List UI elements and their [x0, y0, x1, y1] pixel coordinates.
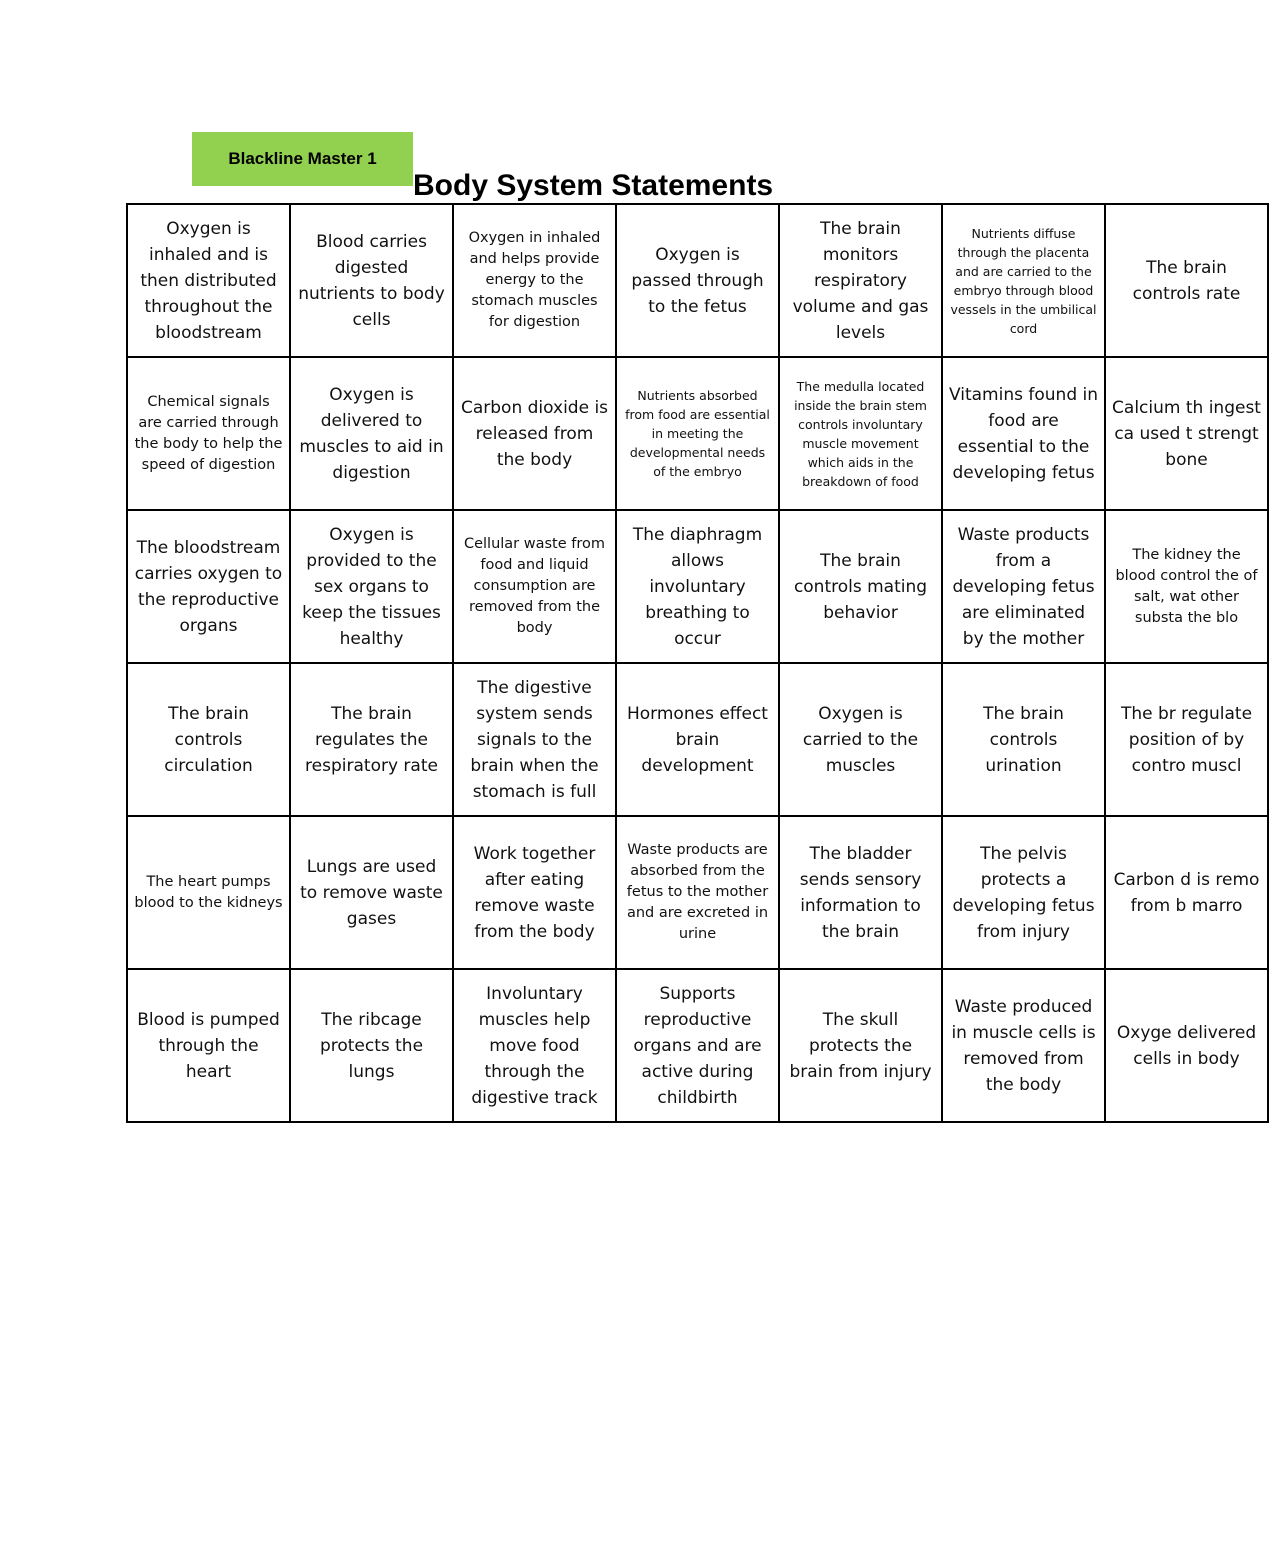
statement-cell: The digestive system sends signals to the brain when the stomach is full [453, 663, 616, 816]
statement-cell: Nutrients diffuse through the placenta and are carried to the embryo through blood vessels in the umbilical cord [942, 204, 1105, 357]
statement-cell: The brain controls circulation [127, 663, 290, 816]
statement-cell: The brain monitors respiratory volume and gas levels [779, 204, 942, 357]
statements-table-body [127, 204, 1268, 1122]
statement-cell: The diaphragm allows involuntary breathing to occur [616, 510, 779, 663]
statement-cell: Oxygen is delivered to muscles to aid in digestion [290, 357, 453, 510]
page-title: Body System Statements [413, 169, 774, 202]
statement-cell: Oxyge delivered cells in body [1105, 969, 1268, 1122]
statement-cell: The brain controls urination [942, 663, 1105, 816]
table-row [127, 510, 1268, 663]
statement-cell: Vitamins found in food are essential to the developing fetus [942, 357, 1105, 510]
table-row [127, 663, 1268, 816]
statement-cell: The ribcage protects the lungs [290, 969, 453, 1122]
statement-cell: Cellular waste from food and liquid consumption are removed from the body [453, 510, 616, 663]
statement-cell: Calcium th ingest ca used t strengt bone [1105, 357, 1268, 510]
statement-cell: Waste products from a developing fetus are eliminated by the mother [942, 510, 1105, 663]
statement-cell: Involuntary muscles help move food through the digestive track [453, 969, 616, 1122]
statement-cell: Work together after eating remove waste from the body [453, 816, 616, 969]
statement-cell: Carbon dioxide is released from the body [453, 357, 616, 510]
statement-cell: The bladder sends sensory information to the brain [779, 816, 942, 969]
blackline-master-label: Blackline Master 1 [192, 132, 413, 186]
statement-cell: Lungs are used to remove waste gases [290, 816, 453, 969]
statement-cell: Carbon d is remo from b marro [1105, 816, 1268, 969]
statement-cell: The kidney the blood control the of salt, wat other substa the blo [1105, 510, 1268, 663]
statement-cell: Nutrients absorbed from food are essential in meeting the developmental needs of the embryo [616, 357, 779, 510]
statement-cell: Waste produced in muscle cells is removed from the body [942, 969, 1105, 1122]
table-row [127, 816, 1268, 969]
statement-cell: The br regulate position of by contro muscl [1105, 663, 1268, 816]
statement-cell: Chemical signals are carried through the body to help the speed of digestion [127, 357, 290, 510]
statement-cell: The skull protects the brain from injury [779, 969, 942, 1122]
statement-cell: Oxygen in inhaled and helps provide energy to the stomach muscles for digestion [453, 204, 616, 357]
statements-table [126, 203, 1269, 1123]
statement-cell: Blood carries digested nutrients to body cells [290, 204, 453, 357]
statement-cell: The heart pumps blood to the kidneys [127, 816, 290, 969]
statement-cell: Oxygen is provided to the sex organs to keep the tissues healthy [290, 510, 453, 663]
statement-cell: Waste products are absorbed from the fetus to the mother and are excreted in urine [616, 816, 779, 969]
table-row [127, 204, 1268, 357]
statement-cell: The pelvis protects a developing fetus from injury [942, 816, 1105, 969]
statement-cell: The brain controls mating behavior [779, 510, 942, 663]
statement-cell: Hormones effect brain development [616, 663, 779, 816]
statement-cell: Supports reproductive organs and are active during childbirth [616, 969, 779, 1122]
statement-cell: Oxygen is carried to the muscles [779, 663, 942, 816]
statement-cell: The bloodstream carries oxygen to the reproductive organs [127, 510, 290, 663]
statement-cell: The medulla located inside the brain stem controls involuntary muscle movement which aids in the breakdown of food [779, 357, 942, 510]
statement-cell: Oxygen is passed through to the fetus [616, 204, 779, 357]
statement-cell: Oxygen is inhaled and is then distributed throughout the bloodstream [127, 204, 290, 357]
statement-cell: The brain regulates the respiratory rate [290, 663, 453, 816]
statement-cell: The brain controls rate [1105, 204, 1268, 357]
statement-cell: Blood is pumped through the heart [127, 969, 290, 1122]
table-row [127, 357, 1268, 510]
table-row [127, 969, 1268, 1122]
statements-table-container [126, 203, 1261, 1153]
